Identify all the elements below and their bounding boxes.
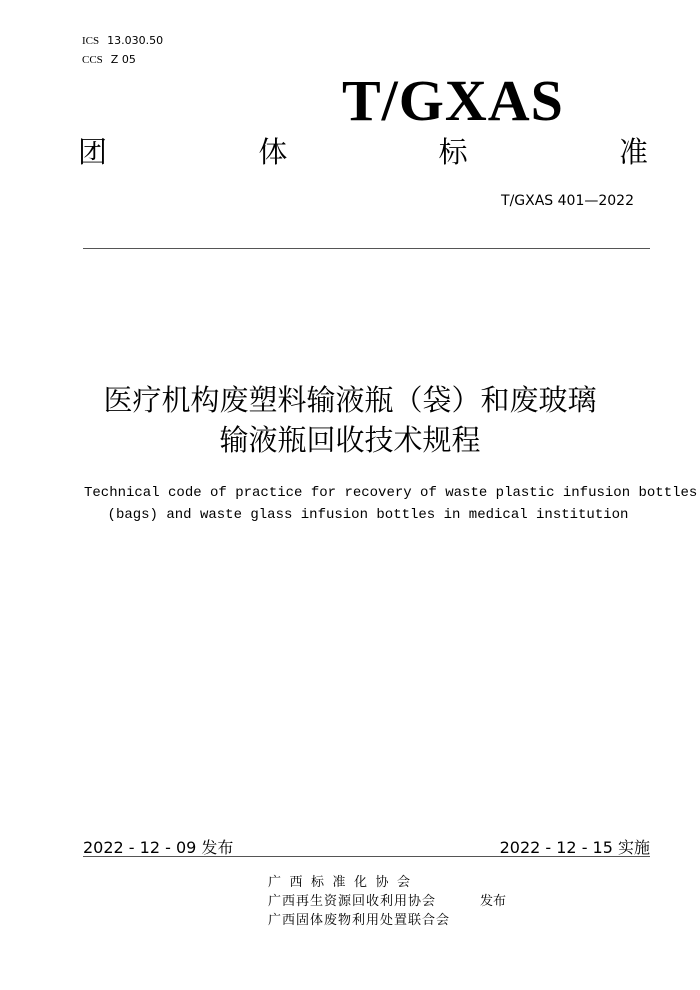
publisher-name: 广西再生资源回收利用协会 [268, 894, 437, 909]
standard-type-char: 体 [258, 135, 288, 169]
standard-type [78, 135, 648, 169]
standard-logo: T/GXAS [342, 68, 564, 133]
standard-type-char: 标 [438, 135, 468, 169]
implementation-date: 2022 - 12 - 15 实施 [499, 838, 650, 857]
publisher-name: 广西固体废物利用处置联合会 [268, 913, 451, 928]
standard-type-char: 准 [618, 135, 648, 169]
ics-classification [82, 34, 163, 47]
issue-date: 2022 - 12 - 09 发布 [83, 838, 234, 857]
ccs-label: CCS [82, 54, 103, 66]
header-divider [83, 248, 650, 249]
ccs-code: Z 05 [110, 53, 136, 66]
standard-number: T/GXAS 401—2022 [501, 193, 634, 209]
title-cn-line2: 输液瓶回收技术规程 [219, 423, 481, 457]
title-en-line2: (bags) and waste glass infusion bottles in medical institution [107, 507, 629, 523]
title-cn-line1: 医疗机构废塑料输液瓶（袋）和废玻璃 [103, 383, 597, 417]
ics-label: ICS [82, 35, 100, 47]
ics-code: 13.030.50 [107, 34, 164, 47]
publisher-name: 广西标准化协会 [268, 875, 419, 890]
ccs-classification [82, 53, 136, 66]
publish-label: 发布 [480, 894, 507, 909]
title-en-line1: Technical code of practice for recovery of waste plastic infusion bottles [84, 485, 698, 501]
footer-divider [83, 856, 650, 857]
standard-type-char: 团 [78, 135, 108, 169]
